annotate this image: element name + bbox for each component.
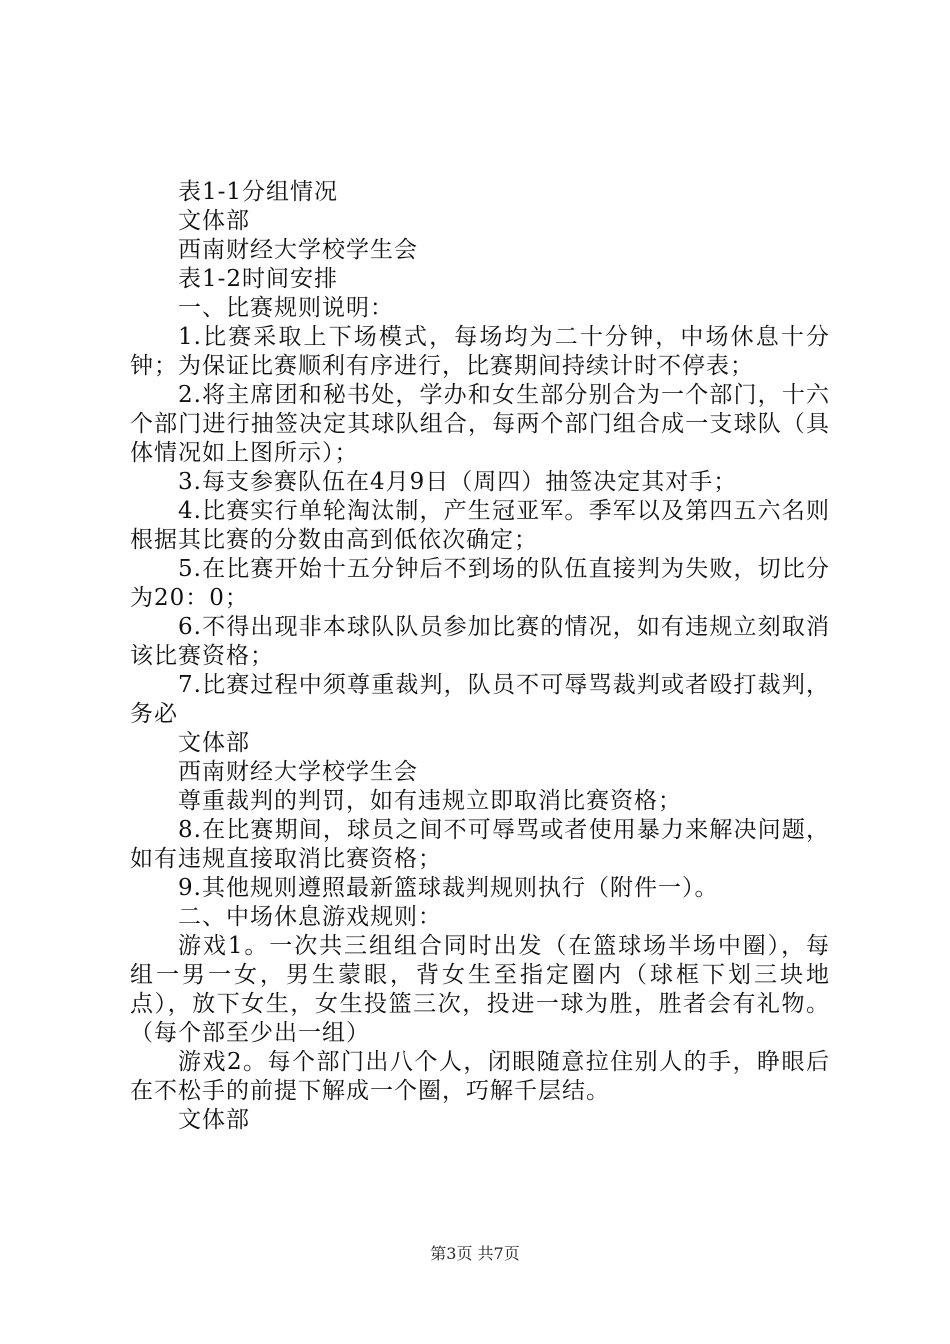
- rule-paragraph: 7.比赛过程中须尊重裁判，队员不可辱骂裁判或者殴打裁判，务必: [130, 672, 830, 727]
- department-name: 文体部: [178, 208, 250, 234]
- rule-paragraph: 1.比赛采取上下场模式，每场均为二十分钟，中场休息十分钟；为保证比赛顺利有序进行，比赛期间持续计时不停表；: [130, 324, 830, 379]
- department-name: 文体部: [178, 1107, 250, 1133]
- organization-name: 西南财经大学校学生会: [178, 237, 418, 263]
- section-heading: 一、比赛规则说明：: [178, 295, 394, 321]
- document-body: [130, 178, 830, 1135]
- rule-paragraph: 9.其他规则遵照最新篮球裁判规则执行（附件一）。: [178, 875, 719, 901]
- rule-paragraph: 8.在比赛期间，球员之间不可辱骂或者使用暴力来解决问题，如有违规直接取消比赛资格；: [130, 817, 830, 872]
- rule-paragraph: 6.不得出现非本球队队员参加比赛的情况，如有违规立刻取消该比赛资格；: [130, 614, 830, 669]
- department-name: 文体部: [178, 730, 250, 756]
- table-caption: 表1-2时间安排: [178, 266, 339, 292]
- rule-paragraph: 5.在比赛开始十五分钟后不到场的队伍直接判为失败，切比分为20：0；: [130, 556, 830, 611]
- rule-paragraph: 3.每支参赛队伍在4月9日（周四）抽签决定其对手；: [178, 469, 738, 495]
- page-number-footer: 第3页 共7页: [430, 1244, 520, 1263]
- section-heading: 二、中场休息游戏规则：: [178, 904, 442, 930]
- rule-paragraph: 4.比赛实行单轮淘汰制，产生冠亚军。季军以及第四五六名则根据其比赛的分数由高到低依次确定；: [130, 498, 830, 553]
- game-rule-paragraph: 游戏2。每个部门出八个人，闭眼随意拉住别人的手，睁眼后在不松手的前提下解成一个圈，巧解千层结。: [130, 1049, 830, 1104]
- rule-paragraph: 2.将主席团和秘书处，学办和女生部分别合为一个部门，十六个部门进行抽签决定其球队组合，每两个部门组合成一支球队（具体情况如上图所示）；: [130, 382, 830, 466]
- rule-paragraph: 尊重裁判的判罚，如有违规立即取消比赛资格；: [178, 788, 682, 814]
- game-rule-paragraph: 游戏1。一次共三组组合同时出发（在篮球场半场中圈），每组一男一女，男生蒙眼，背女生至指定圈内（球框下划三块地点），放下女生，女生投篮三次，投进一球为胜，胜者会有礼物。（每个部至少出一组）: [130, 933, 830, 1046]
- organization-name: 西南财经大学校学生会: [178, 759, 418, 785]
- table-caption: 表1-1分组情况: [178, 179, 339, 205]
